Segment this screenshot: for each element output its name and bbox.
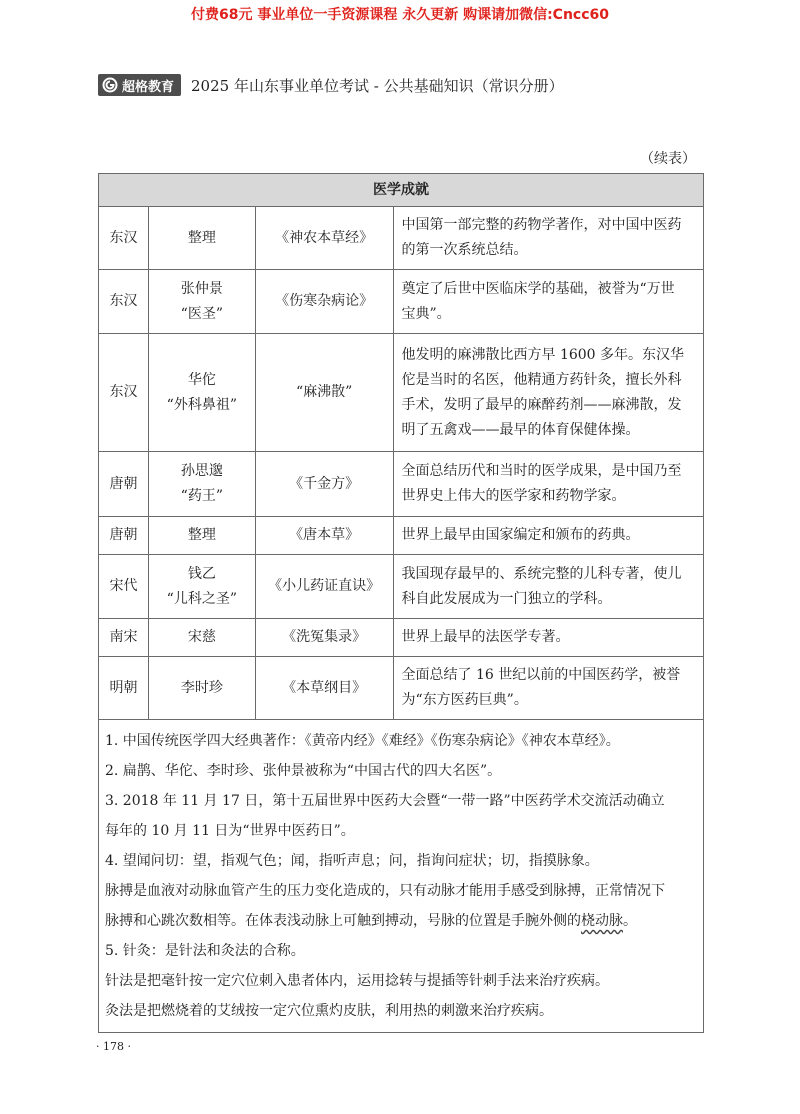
description-line: 中国第一部完整的药物学著作，对中国中医药 <box>401 217 682 233</box>
work-cell: 《小儿药证直诀》 <box>255 555 393 619</box>
logo-text: 超格教育 <box>122 79 175 95</box>
description-line: 佗是当时的名医，他精通方药针灸，擅长外科 <box>401 371 682 388</box>
description-cell <box>393 207 704 270</box>
era-cell: 东汉 <box>99 207 149 270</box>
chaoge-logo-icon <box>102 77 118 93</box>
description-cell <box>393 619 704 657</box>
note-line: 灸法是把燃烧着的艾绒按一定穴位熏灼皮肤，利用热的刺激来治疗疾病。 <box>105 1003 553 1019</box>
person-cell <box>148 517 255 555</box>
description-line: 全面总结历代和当时的医学成果，是中国乃至 <box>401 463 682 479</box>
person-name: 宋慈 <box>187 629 216 645</box>
note-line: 3. 2018 年 11 月 17 日，第十五届世界中医药大会暨“一带一路”中医药学术交流活动确立 <box>105 793 665 809</box>
table-row <box>99 270 704 334</box>
description-line: 他发明的麻沸散比西方早 1600 多年。东汉华 <box>401 346 685 363</box>
description-cell <box>393 270 704 334</box>
person-title: “药王” <box>180 488 223 504</box>
note-line: 针法是把毫针按一定穴位刺入患者体内，运用捻转与提插等针刺手法来治疗疾病。 <box>105 973 609 989</box>
description-cell <box>393 452 704 517</box>
table-row <box>99 517 704 555</box>
table-row <box>99 334 704 452</box>
work-cell: 《洗冤集录》 <box>255 619 393 657</box>
radial-artery-term: 桡动脉 <box>581 913 623 929</box>
description-line: 世界上最早的法医学专著。 <box>401 629 570 645</box>
description-line: 为“东方医药巨典”。 <box>401 692 528 708</box>
promo-banner: 付费68元 事业单位一手资源课程 永久更新 购课请加微信:Cncc60 <box>190 7 610 23</box>
person-name: 整理 <box>187 229 216 246</box>
medical-achievements-table <box>98 173 704 1033</box>
description-cell <box>393 555 704 619</box>
description-line: 奠定了后世中医临床学的基础，被誉为“万世 <box>401 280 675 297</box>
person-cell <box>148 452 255 517</box>
era-cell: 南宋 <box>99 619 149 657</box>
note-line <box>105 906 695 936</box>
page-header <box>98 72 564 98</box>
publisher-logo <box>98 74 181 96</box>
person-cell <box>148 334 255 452</box>
era-cell: 东汉 <box>99 334 149 452</box>
person-name: 李时珍 <box>180 679 223 696</box>
person-cell <box>148 270 255 334</box>
continued-label: （续表） <box>640 151 696 167</box>
era-cell: 唐朝 <box>99 452 149 517</box>
description-line: 我国现存最早的、系统完整的儿科专著，使儿 <box>401 565 682 582</box>
table-row <box>99 555 704 619</box>
table-caption: 医学成就 <box>99 174 704 207</box>
work-cell: 《千金方》 <box>255 452 393 517</box>
table-row <box>99 207 704 270</box>
description-line: 宝典”。 <box>401 305 451 322</box>
table-row <box>99 619 704 657</box>
description-line: 明了五禽戏——最早的体育保健体操。 <box>401 421 640 438</box>
table-caption-row <box>99 174 704 207</box>
table-row <box>99 657 704 720</box>
era-cell: 东汉 <box>99 270 149 334</box>
person-cell <box>148 207 255 270</box>
description-line: 世界上最早由国家编定和颁布的药典。 <box>401 527 640 543</box>
person-title: “儿科之圣” <box>166 590 237 607</box>
work-cell: 《本草纲目》 <box>255 657 393 720</box>
description-cell <box>393 517 704 555</box>
description-cell <box>393 657 704 720</box>
description-line: 的第一次系统总结。 <box>401 242 528 258</box>
description-line: 手术，发明了最早的麻醉药剂——麻沸散，发 <box>401 396 682 413</box>
work-cell: 《神农本草经》 <box>255 207 393 270</box>
note-line: 2. 扁鹊、华佗、李时珍、张仲景被称为“中国古代的四大名医”。 <box>105 763 502 779</box>
person-name: 华佗 <box>187 371 216 388</box>
era-cell: 明朝 <box>99 657 149 720</box>
notes-cell <box>99 720 704 1033</box>
description-line: 科自此发展成为一门独立的学科。 <box>401 590 612 607</box>
person-cell <box>148 657 255 720</box>
person-name: 整理 <box>187 527 216 543</box>
note-line: 4. 望闻问切：望，指观气色；闻，指听声息；问，指询问症状；切，指摸脉象。 <box>105 853 599 869</box>
person-cell <box>148 619 255 657</box>
note-line: 5. 针灸：是针法和灸法的合称。 <box>105 943 305 959</box>
person-name: 孙思邈 <box>180 463 223 479</box>
work-cell: “麻沸散” <box>255 334 393 452</box>
page-number: · 178 · <box>96 1040 131 1053</box>
person-name: 张仲景 <box>180 280 223 297</box>
note-text: 。 <box>623 913 637 929</box>
person-cell <box>148 555 255 619</box>
era-cell: 唐朝 <box>99 517 149 555</box>
table-row <box>99 452 704 517</box>
description-cell <box>393 334 704 452</box>
person-title: “医圣” <box>180 305 223 322</box>
description-line: 世界史上伟大的医学家和药物学家。 <box>401 488 626 504</box>
notes-row <box>99 720 704 1033</box>
era-cell: 宋代 <box>99 555 149 619</box>
page-title: 2025 年山东事业单位考试 - 公共基础知识（常识分册） <box>191 76 564 95</box>
work-cell: 《唐本草》 <box>255 517 393 555</box>
person-name: 钱乙 <box>187 565 216 582</box>
note-line: 脉搏是血液对动脉血管产生的压力变化造成的，只有动脉才能用手感受到脉搏，正常情况下 <box>105 883 665 899</box>
note-line: 每年的 10 月 11 日为“世界中医药日”。 <box>105 823 355 839</box>
work-cell: 《伤寒杂病论》 <box>255 270 393 334</box>
person-title: “外科鼻祖” <box>166 396 237 413</box>
note-line: 1. 中国传统医学四大经典著作：《黄帝内经》《难经》《伤寒杂病论》《神农本草经》。 <box>105 733 620 749</box>
description-line: 全面总结了 16 世纪以前的中国医药学，被誉 <box>401 667 681 683</box>
note-text: 脉搏和心跳次数相等。在体表浅动脉上可触到搏动，号脉的位置是手腕外侧的 <box>105 913 581 929</box>
